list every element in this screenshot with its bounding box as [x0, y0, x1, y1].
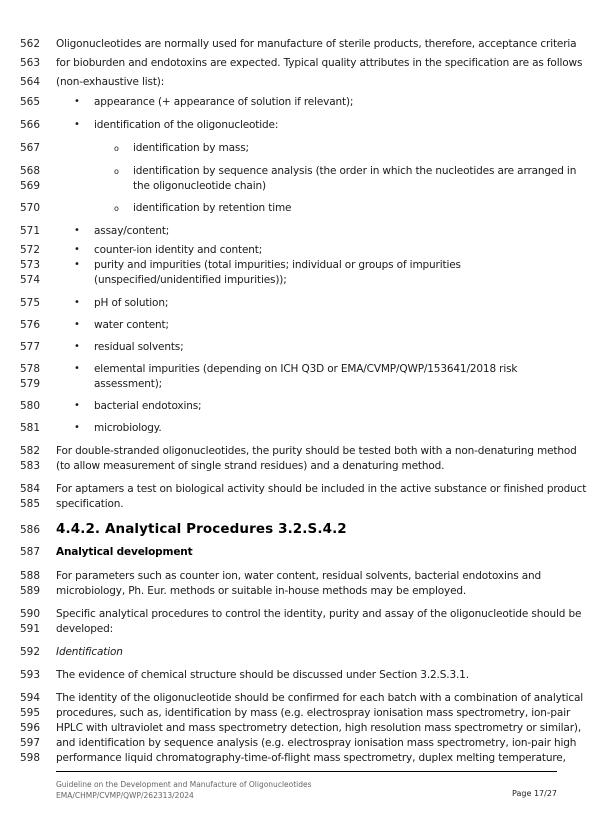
paragraph-line: specification. [56, 498, 124, 510]
subsection-label: Identification [56, 646, 123, 658]
line-number: 586 [20, 524, 41, 536]
paragraph-line: For double-stranded oligonucleotides, the purity should be tested both with a non-denaturing method [56, 445, 577, 457]
list-item: water content; [94, 319, 169, 331]
line-number: 582 [20, 445, 41, 457]
line-number: 587 [20, 546, 41, 558]
line-number: 565 [20, 96, 41, 108]
line-number: 568 [20, 165, 41, 177]
line-number: 584 [20, 483, 41, 495]
line-number: 573 [20, 259, 41, 271]
list-item: microbiology. [94, 422, 162, 434]
subsection-heading: Analytical development [56, 546, 193, 558]
line-number: 597 [20, 737, 41, 749]
line-number: 567 [20, 142, 41, 154]
bullet-icon: • [74, 96, 80, 107]
sub-list-item: the oligonucleotide chain) [133, 180, 266, 192]
bullet-icon: • [74, 363, 80, 374]
line-number: 569 [20, 180, 41, 192]
sub-list-item: identification by sequence analysis (the order in which the nucleotides are arranged in [133, 165, 577, 177]
paragraph-line: developed: [56, 623, 113, 635]
bullet-icon: • [74, 422, 80, 433]
paragraph-line: procedures, such as, identification by mass (e.g. electrospray ionisation mass spectrometry, ion-pair [56, 707, 571, 719]
bullet-icon: • [74, 244, 80, 255]
list-item: appearance (+ appearance of solution if relevant); [94, 96, 354, 108]
bullet-icon: • [74, 319, 80, 330]
list-item: purity and impurities (total impurities; individual or groups of impurities [94, 259, 461, 271]
list-item: (unspecified/unidentified impurities)); [94, 274, 287, 286]
line-number: 571 [20, 225, 41, 237]
paragraph-line: For aptamers a test on biological activity should be included in the active substance or finished product [56, 483, 587, 495]
paragraph-line: Specific analytical procedures to control the identity, purity and assay of the oligonucleotide should be [56, 608, 582, 620]
line-number: 578 [20, 363, 41, 375]
bullet-icon: • [74, 400, 80, 411]
line-number: 596 [20, 722, 41, 734]
page-number: Page 17/27 [512, 789, 557, 798]
line-number: 591 [20, 623, 41, 635]
section-heading: 4.4.2. Analytical Procedures 3.2.S.4.2 [56, 521, 347, 537]
bullet-icon: • [74, 119, 80, 130]
list-item: pH of solution; [94, 297, 169, 309]
line-number: 589 [20, 585, 41, 597]
line-number: 574 [20, 274, 41, 286]
list-item: elemental impurities (depending on ICH Q3D or EMA/CVMP/QWP/153641/2018 risk [94, 363, 518, 375]
list-item: identification of the oligonucleotide: [94, 119, 279, 131]
paragraph-line: (non-exhaustive list): [56, 76, 165, 88]
bullet-icon: • [74, 297, 80, 308]
paragraph-line: HPLC with ultraviolet and mass spectrometry detection, high resolution mass spectrometry or similar), [56, 722, 582, 734]
sub-list-item: identification by retention time [133, 202, 292, 214]
list-item: bacterial endotoxins; [94, 400, 202, 412]
line-number: 581 [20, 422, 41, 434]
line-number: 595 [20, 707, 41, 719]
line-number: 580 [20, 400, 41, 412]
paragraph-line: The evidence of chemical structure should be discussed under Section 3.2.S.3.1. [56, 669, 469, 681]
line-number: 593 [20, 669, 41, 681]
line-number: 564 [20, 76, 41, 88]
list-item: assessment); [94, 378, 163, 390]
paragraph-line: The identity of the oligonucleotide should be confirmed for each batch with a combination of analytical [56, 692, 584, 704]
bullet-icon: • [74, 341, 80, 352]
line-number: 592 [20, 646, 41, 658]
footer-divider [56, 771, 557, 772]
list-item: residual solvents; [94, 341, 184, 353]
line-number: 588 [20, 570, 41, 582]
line-number: 570 [20, 202, 41, 214]
paragraph-line: and identification by sequence analysis (e.g. electrospray ionisation mass spectrometry, ion-pair high [56, 737, 577, 749]
paragraph-line: Oligonucleotides are normally used for manufacture of sterile products, therefore, acceptance criteria [56, 38, 577, 50]
line-number: 562 [20, 38, 41, 50]
line-number: 576 [20, 319, 41, 331]
list-item: assay/content; [94, 225, 170, 237]
paragraph-line: for bioburden and endotoxins are expected. Typical quality attributes in the specification are as follows [56, 57, 583, 69]
line-number: 572 [20, 244, 41, 256]
line-number: 594 [20, 692, 41, 704]
paragraph-line: (to allow measurement of single strand residues) and a denaturing method. [56, 460, 445, 472]
paragraph-line: For parameters such as counter ion, water content, residual solvents, bacterial endotoxins and [56, 570, 542, 582]
line-number: 583 [20, 460, 41, 472]
list-item: counter-ion identity and content; [94, 244, 263, 256]
line-number: 585 [20, 498, 41, 510]
bullet-icon: • [74, 225, 80, 236]
line-number: 563 [20, 57, 41, 69]
bullet-icon: • [74, 259, 80, 270]
footer-title: Guideline on the Development and Manufacture of Oligonucleotides [56, 780, 312, 789]
line-number: 566 [20, 119, 41, 131]
sub-bullet-icon: o [114, 144, 119, 153]
sub-bullet-icon: o [114, 167, 119, 176]
line-number: 590 [20, 608, 41, 620]
line-number: 579 [20, 378, 41, 390]
sub-bullet-icon: o [114, 204, 119, 213]
line-number: 577 [20, 341, 41, 353]
paragraph-line: microbiology, Ph. Eur. methods or suitable in-house methods may be employed. [56, 585, 467, 597]
footer-reference: EMA/CHMP/CVMP/QWP/262313/2024 [56, 791, 194, 800]
line-number: 575 [20, 297, 41, 309]
sub-list-item: identification by mass; [133, 142, 249, 154]
paragraph-line: performance liquid chromatography-time-of-flight mass spectrometry, duplex melting temperature, [56, 752, 566, 764]
line-number: 598 [20, 752, 41, 764]
